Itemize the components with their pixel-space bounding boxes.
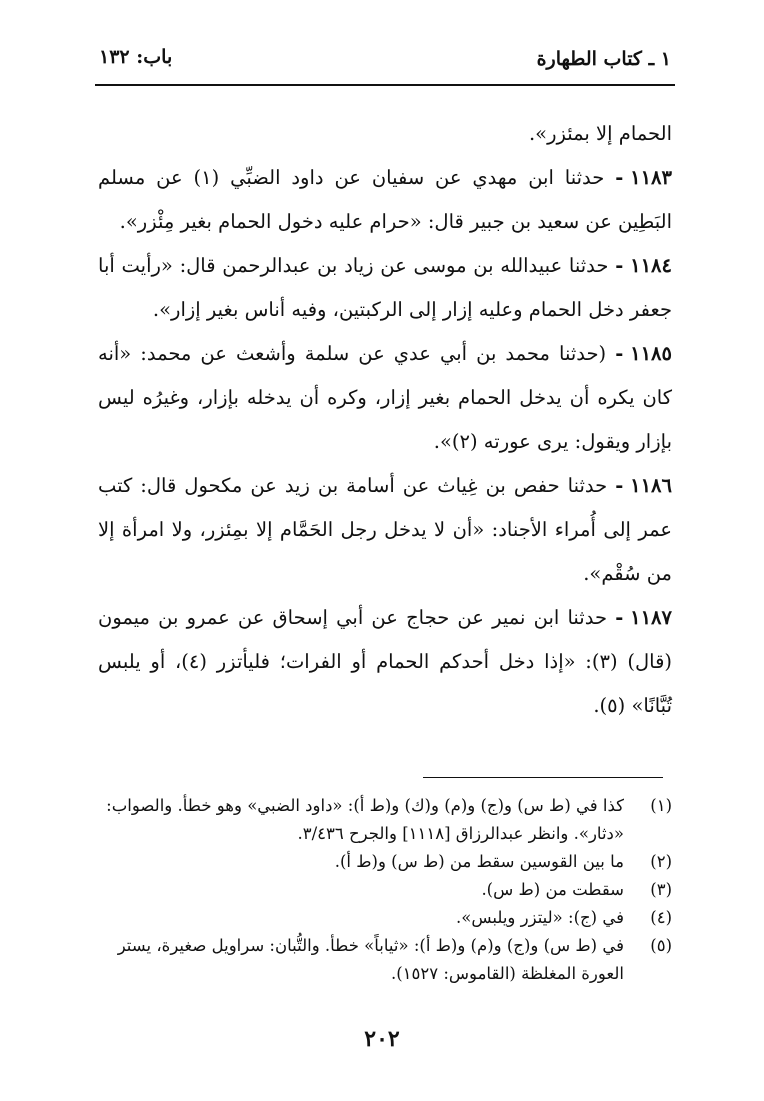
chapter-number: ١٣٢ xyxy=(99,46,130,68)
footnote-text: ما بين القوسين سقط من (ط س) و(ط أ). xyxy=(334,852,624,871)
footnote-item xyxy=(98,904,672,932)
hadith-text: حدثنا ابن مهدي عن سفيان عن داود الضبِّي (١) عن مسلم البَطِين عن سعيد بن جبير قال: «حرام عليه دخول الحمام بغير مِئْزر». xyxy=(98,166,672,233)
footnote-number: (٢) xyxy=(650,852,672,871)
hadith-1184 xyxy=(98,244,672,332)
book-title: ١ ـ كتاب الطهارة xyxy=(536,48,671,70)
footnotes xyxy=(98,792,672,988)
footnote-number: (١) xyxy=(650,796,672,815)
chapter-label: باب: xyxy=(136,46,173,68)
hadith-text: حدثنا ابن نمير عن حجاج عن أبي إسحاق عن عمرو بن ميمون (قال) (٣): «إذا دخل أحدكم الحمام أو الفرات؛ فليأتزر (٤)، أو يلبس تُبَّانًا» (٥). xyxy=(98,606,673,717)
footnote-text: سقطت من (ط س). xyxy=(481,880,624,899)
paragraph-continuation xyxy=(98,112,672,156)
hadith-number: ١١٨٤ - xyxy=(615,254,672,277)
hadith-number: ١١٨٧ - xyxy=(615,606,673,629)
hadith-1183 xyxy=(98,156,672,244)
hadith-number: ١١٨٦ - xyxy=(615,474,673,497)
footnote-number: (٥) xyxy=(650,936,672,955)
footnote-item xyxy=(98,848,672,876)
paragraph-text: الحمام إلا بمئزر». xyxy=(528,122,672,145)
hadith-1186 xyxy=(98,464,672,596)
hadith-text: (حدثنا محمد بن أبي عدي عن سلمة وأشعث عن محمد: «أنه كان يكره أن يدخل الحمام بغير إزار، وكره أن يدخله بإزار، وغيرُه ليس بإزار ويقول: يرى عورته (٢)». xyxy=(98,342,672,453)
hadith-number: ١١٨٥ - xyxy=(615,342,672,365)
hadith-number: ١١٨٣ - xyxy=(615,166,673,189)
footnote-item xyxy=(98,792,672,848)
footnote-number: (٤) xyxy=(650,908,672,927)
hadith-text: حدثنا حفص بن غِياث عن أسامة بن زيد عن مكحول قال: كتب عمر إلى أُمراء الأجناد: «أن لا يدخل رجل الحَمَّام إلا بمِئزر، ولا امرأة إلا من سُقْم». xyxy=(98,474,672,585)
main-text xyxy=(98,112,672,728)
footnote-text: في (ج): «ليتزر ويلبس». xyxy=(456,908,624,927)
chapter-reference xyxy=(99,46,172,68)
footnote-text: في (ط س) و(ج) و(م) و(ط أ): «ثياباً» خطأ. والتُّبان: سراويل صغيرة، يستر العورة المغلظة (القاموس: ١٥٢٧). xyxy=(117,936,624,983)
running-header xyxy=(95,40,675,86)
footnote-item xyxy=(98,876,672,904)
hadith-1185 xyxy=(98,332,672,464)
hadith-text: حدثنا عبيدالله بن موسى عن زياد بن عبدالرحمن قال: «رأيت أبا جعفر دخل الحمام وعليه إزار إلى الركبتين، وفيه أناس بغير إزار». xyxy=(98,254,672,321)
footnote-item xyxy=(98,932,672,988)
hadith-1187 xyxy=(98,596,672,728)
footnote-text: كذا في (ط س) و(ج) و(م) و(ك) و(ط أ): «داود الضبي» وهو خطأ. والصواب: «دثار». وانظر عبدالرزاق [١١١٨] والجرح ٣/٤٣٦. xyxy=(106,796,624,843)
footnote-number: (٣) xyxy=(650,880,672,899)
page-number: ٢٠٢ xyxy=(364,1026,400,1052)
footnote-divider xyxy=(423,777,663,778)
